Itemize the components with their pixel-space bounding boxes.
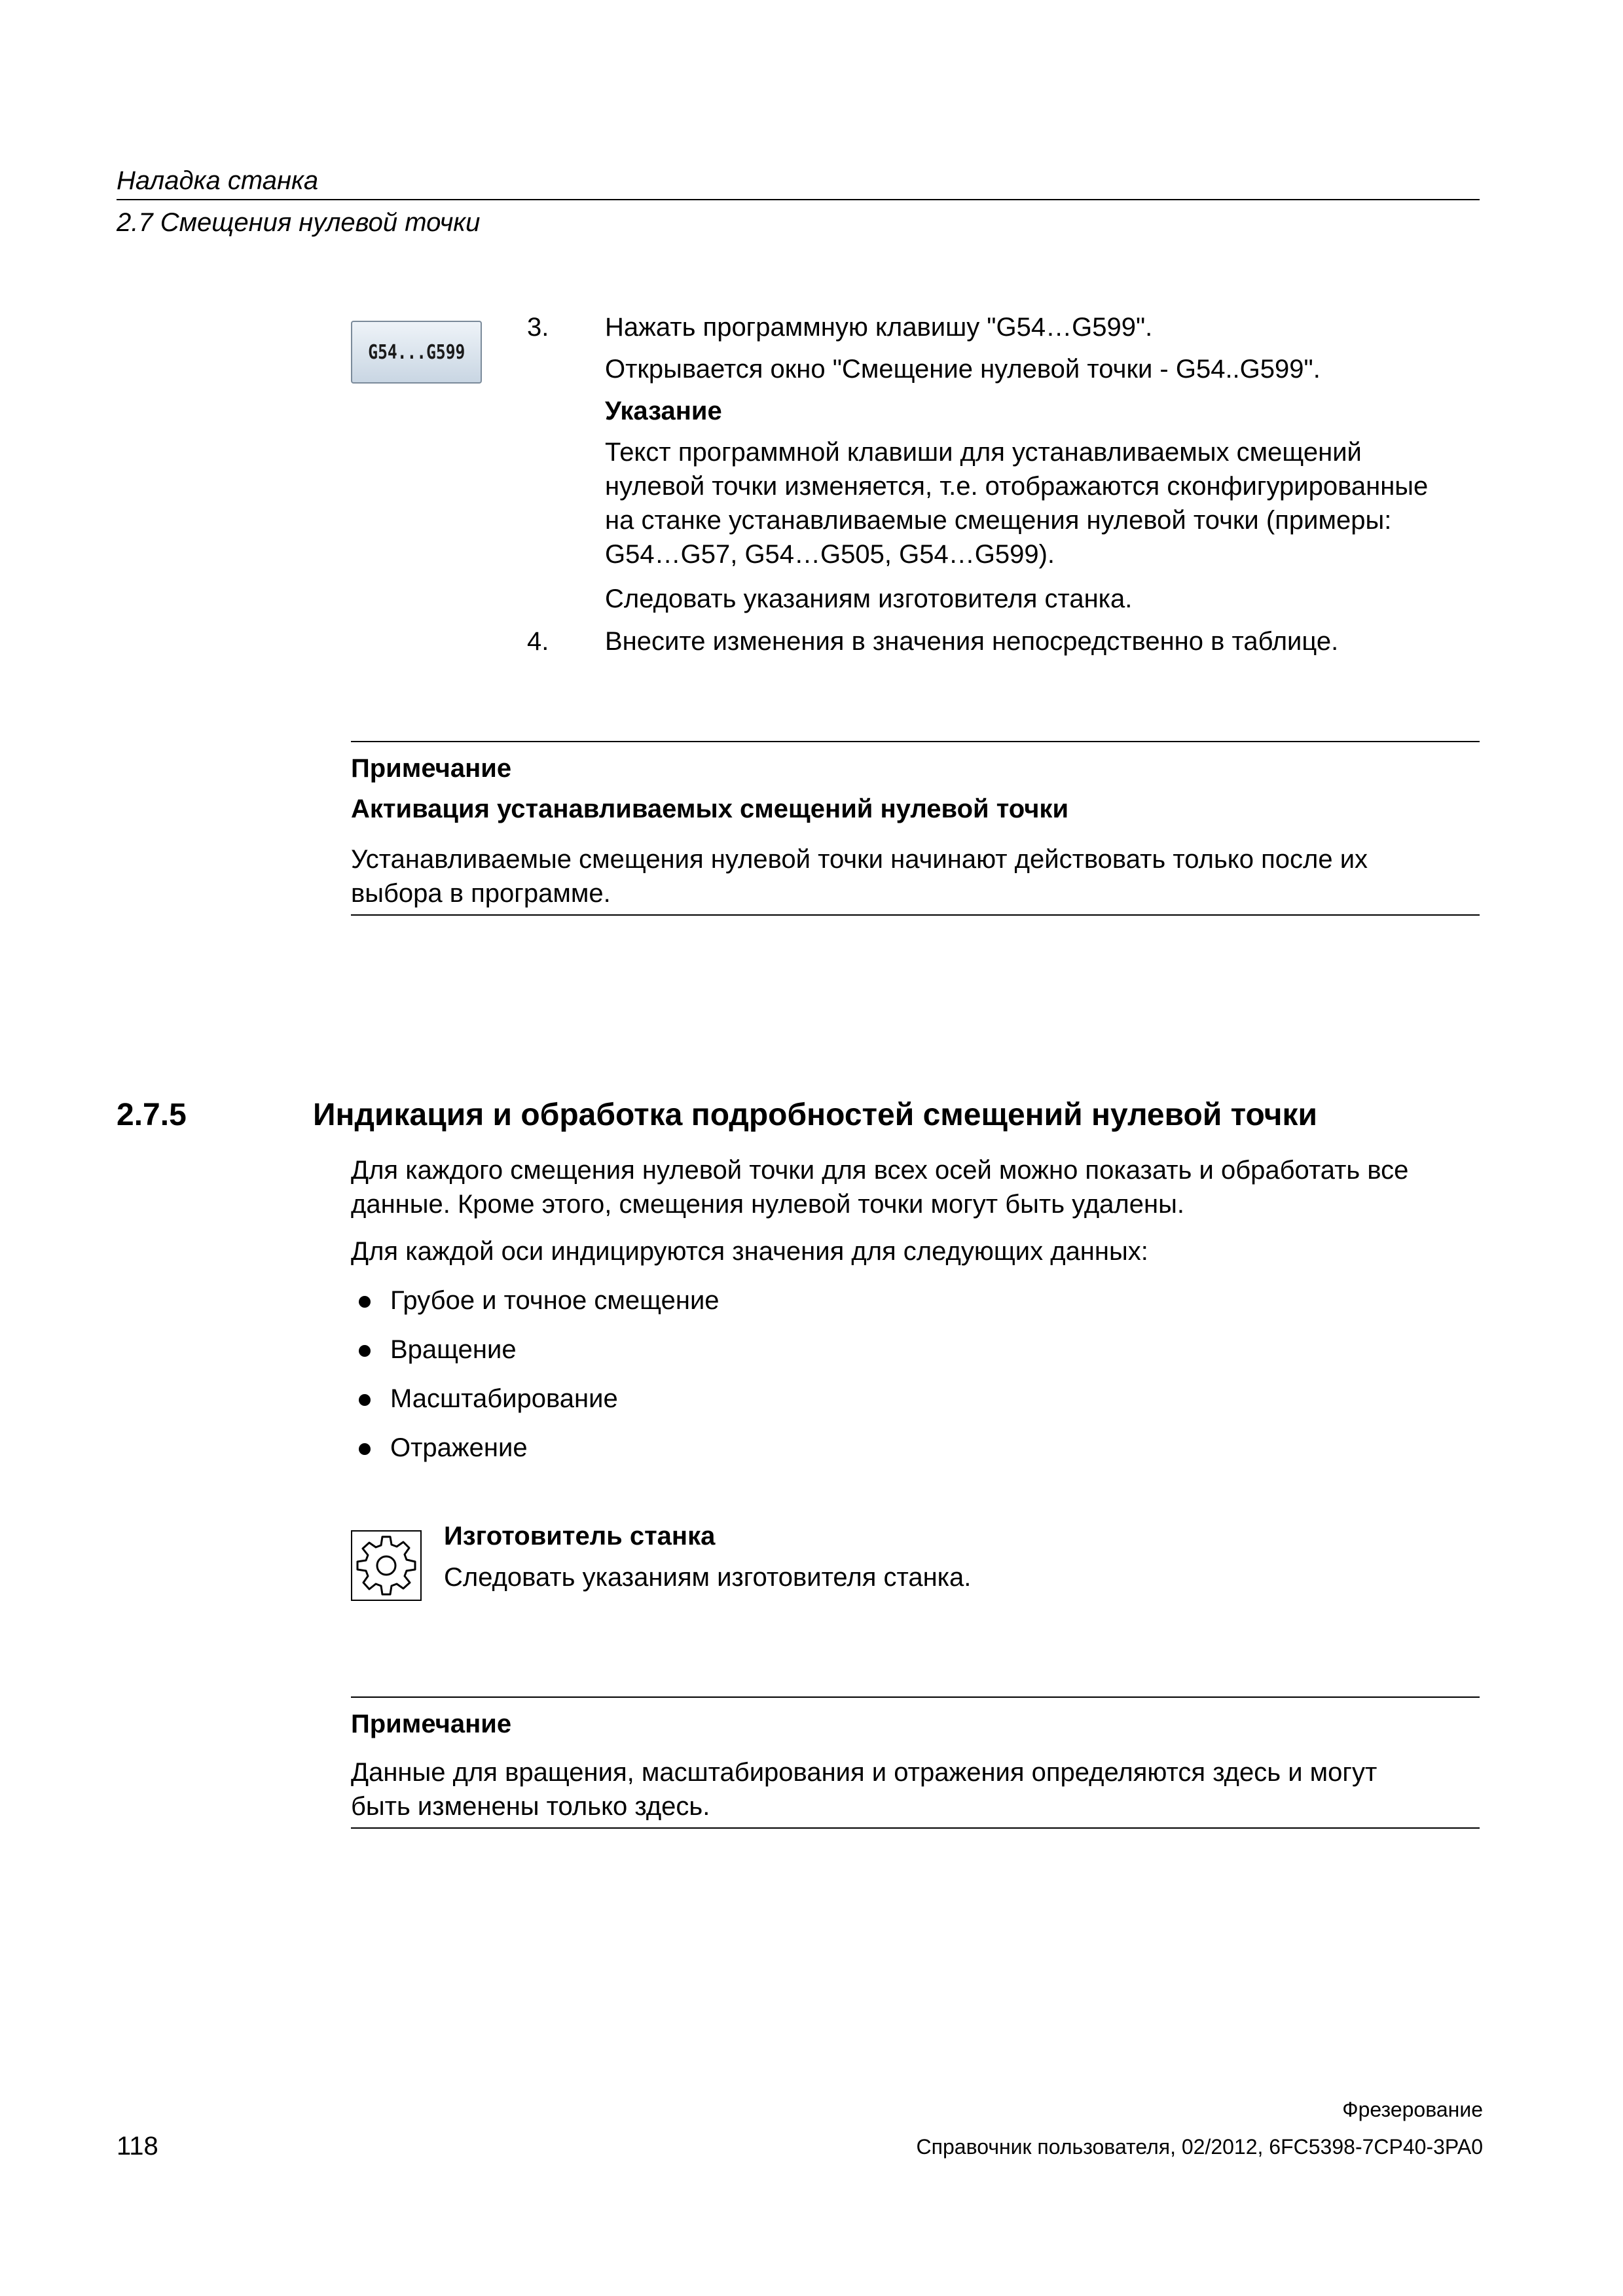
step-3-number: 3. xyxy=(527,313,549,342)
step-3-text: Нажать программную клавишу "G54…G599". xyxy=(605,313,1153,342)
step-4-number: 4. xyxy=(527,627,549,656)
header-chapter: Наладка станка xyxy=(117,166,319,195)
softkey-g54-g599 xyxy=(351,321,482,384)
list-item: Вращение xyxy=(390,1335,517,1364)
header-rule xyxy=(117,199,1480,200)
header-section: 2.7 Смещения нулевой точки xyxy=(117,208,481,237)
note2-line: Данные для вращения, масштабирования и отражения определяются здесь и могут xyxy=(351,1758,1377,1787)
section-title: Индикация и обработка подробностей смещений нулевой точки xyxy=(313,1098,1318,1132)
note1-bottom-rule xyxy=(351,914,1480,916)
note1-top-rule xyxy=(351,741,1480,742)
bullet-icon xyxy=(359,1394,371,1406)
softkey-label: G54...G599 xyxy=(367,340,465,364)
step-4-text: Внесите изменения в значения непосредственно в таблице. xyxy=(605,627,1339,656)
hint-body xyxy=(605,435,1482,571)
note1-line: выбора в программе. xyxy=(351,879,611,908)
step-3-result: Открывается окно "Смещение нулевой точки - G54..G599". xyxy=(605,355,1321,384)
footer-doc-info: Справочник пользователя, 02/2012, 6FC5398-7CP40-3PA0 xyxy=(916,2135,1483,2159)
hint-line: нулевой точки изменяется, т.е. отображаются сконфигурированные xyxy=(605,472,1429,501)
note2-bottom-rule xyxy=(351,1827,1480,1829)
note2-line: быть изменены только здесь. xyxy=(351,1792,710,1821)
para-line: данные. Кроме этого, смещения нулевой точки могут быть удалены. xyxy=(351,1190,1184,1219)
note1-body xyxy=(351,842,1480,910)
note1-label: Примечание xyxy=(351,754,512,783)
note2-top-rule xyxy=(351,1696,1480,1698)
note1-line: Устанавливаемые смещения нулевой точки начинают действовать только после их xyxy=(351,845,1368,874)
bullet-icon xyxy=(359,1296,371,1308)
note1-subtitle: Активация устанавливаемых смещений нулевой точки xyxy=(351,795,1069,823)
note2-body xyxy=(351,1755,1480,1823)
hint-line: Текст программной клавиши для устанавливаемых смещений xyxy=(605,438,1362,467)
manufacturer-title: Изготовитель станка xyxy=(444,1522,716,1551)
hint-line: G54…G57, G54…G505, G54…G599). xyxy=(605,540,1055,569)
list-item: Грубое и точное смещение xyxy=(390,1286,720,1315)
section-para-1 xyxy=(351,1153,1480,1221)
bullet-icon xyxy=(359,1443,371,1455)
note2-label: Примечание xyxy=(351,1710,512,1738)
manufacturer-text: Следовать указаниям изготовителя станка. xyxy=(444,1563,972,1592)
bullet-icon xyxy=(359,1345,371,1357)
hint-title: Указание xyxy=(605,397,722,425)
list-item: Масштабирование xyxy=(390,1384,618,1413)
section-number: 2.7.5 xyxy=(117,1098,187,1132)
page-number: 118 xyxy=(117,2132,158,2161)
hint-line: на станке устанавливаемые смещения нулевой точки (примеры: xyxy=(605,506,1392,535)
list-item: Отражение xyxy=(390,1433,528,1462)
section-para-2: Для каждой оси индицируются значения для следующих данных: xyxy=(351,1237,1148,1266)
gear-icon xyxy=(351,1530,422,1601)
step-3-follow: Следовать указаниям изготовителя станка. xyxy=(605,584,1133,613)
para-line: Для каждого смещения нулевой точки для всех осей можно показать и обработать все xyxy=(351,1156,1409,1185)
footer-book-title: Фрезерование xyxy=(1342,2098,1483,2121)
